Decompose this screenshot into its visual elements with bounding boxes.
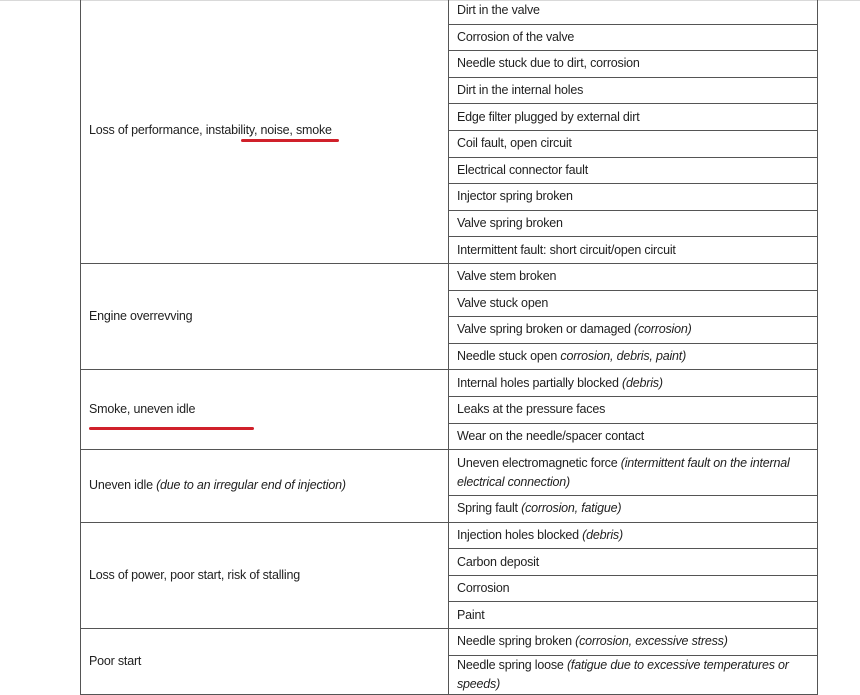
cause-text: Spring fault (457, 501, 522, 516)
symptom-cell (81, 370, 449, 450)
cause-cell (449, 0, 818, 24)
cause-text: Wear on the needle/spacer contact (457, 428, 645, 443)
cause-cell (449, 423, 818, 450)
cause-text: Electrical connector fault (457, 162, 588, 177)
cause-cell (449, 575, 818, 602)
cause-cell (449, 549, 818, 576)
cause-text: Needle spring loose (457, 657, 567, 672)
cause-text: Valve stuck open (457, 295, 549, 310)
cause-text: Corrosion of the valve (457, 29, 575, 44)
cause-text: Internal holes partially blocked (457, 375, 623, 390)
symptom-cell (81, 522, 449, 628)
cause-cell (449, 263, 818, 290)
cause-note: (debris) (622, 375, 663, 390)
symptom-cell (81, 629, 449, 695)
cause-text: Coil fault, open circuit (457, 136, 572, 151)
cause-cell (449, 396, 818, 423)
cause-cell (449, 104, 818, 131)
cause-cell (449, 290, 818, 317)
table-row (81, 0, 818, 24)
symptom-text: Poor start (89, 653, 142, 668)
cause-cell (449, 237, 818, 264)
table-row (81, 629, 818, 656)
cause-text: Corrosion (457, 581, 510, 596)
cause-note: (fatigue due to excessive temperatures or speeds) (457, 657, 789, 691)
cause-text: Valve spring broken (457, 216, 563, 231)
cause-cell (449, 130, 818, 157)
table-row (81, 450, 818, 496)
cause-text: Dirt in the valve (457, 3, 540, 18)
cause-cell (449, 496, 818, 523)
symptom-cell (81, 450, 449, 523)
table-row (81, 370, 818, 397)
cause-cell (449, 317, 818, 344)
cause-note: corrosion, debris, paint) (560, 349, 687, 364)
symptom-text: Loss of performance, instability, noise, smoke (89, 122, 332, 137)
cause-cell (449, 629, 818, 656)
symptom-text: Smoke, uneven idle (89, 402, 196, 417)
cause-cell (449, 370, 818, 397)
symptom-cell (81, 263, 449, 369)
cause-text: Paint (457, 607, 485, 622)
cause-cell (449, 51, 818, 78)
cause-text: Uneven electromagnetic force (457, 455, 621, 470)
symptom-text: Engine overrevving (89, 309, 193, 324)
cause-text: Carbon deposit (457, 554, 539, 569)
cause-cell (449, 157, 818, 184)
cause-cell (449, 655, 818, 694)
cause-text: Needle stuck due to dirt, corrosion (457, 56, 640, 71)
symptom-text: Uneven idle (89, 478, 157, 493)
cause-note: (corrosion, excessive stress) (575, 634, 728, 649)
cause-cell (449, 522, 818, 549)
cause-text: Needle spring broken (457, 634, 576, 649)
symptom-text: Loss of power, poor start, risk of stalling (89, 567, 300, 582)
cause-note: (debris) (582, 527, 623, 542)
fault-diagnosis-table (80, 0, 818, 695)
cause-text: Needle stuck open (457, 349, 561, 364)
symptom-cell (81, 0, 449, 263)
highlight-underline-noise-smoke (241, 139, 339, 142)
cause-cell (449, 184, 818, 211)
table-row (81, 522, 818, 549)
cause-text: Injector spring broken (457, 189, 573, 204)
cause-note: (corrosion) (634, 322, 692, 337)
cause-text: Dirt in the internal holes (457, 83, 584, 98)
cause-cell (449, 450, 818, 496)
cause-text: Edge filter plugged by external dirt (457, 109, 640, 124)
cause-cell (449, 210, 818, 237)
highlight-underline-smoke-uneven-idle (89, 427, 254, 430)
cause-text: Leaks at the pressure faces (457, 402, 606, 417)
cause-note: (corrosion, fatigue) (521, 501, 622, 516)
symptom-note: (due to an irregular end of injection) (156, 478, 346, 493)
cause-text: Valve stem broken (457, 269, 557, 284)
cause-text: Valve spring broken or damaged (457, 322, 635, 337)
cause-cell (449, 77, 818, 104)
cause-text: Intermittent fault: short circuit/open circuit (457, 242, 676, 257)
cause-cell (449, 602, 818, 629)
table-row (81, 263, 818, 290)
cause-cell (449, 24, 818, 51)
cause-cell (449, 343, 818, 370)
cause-text: Injection holes blocked (457, 527, 583, 542)
cause-note: (intermittent fault on the internal electrical connection) (457, 455, 790, 489)
